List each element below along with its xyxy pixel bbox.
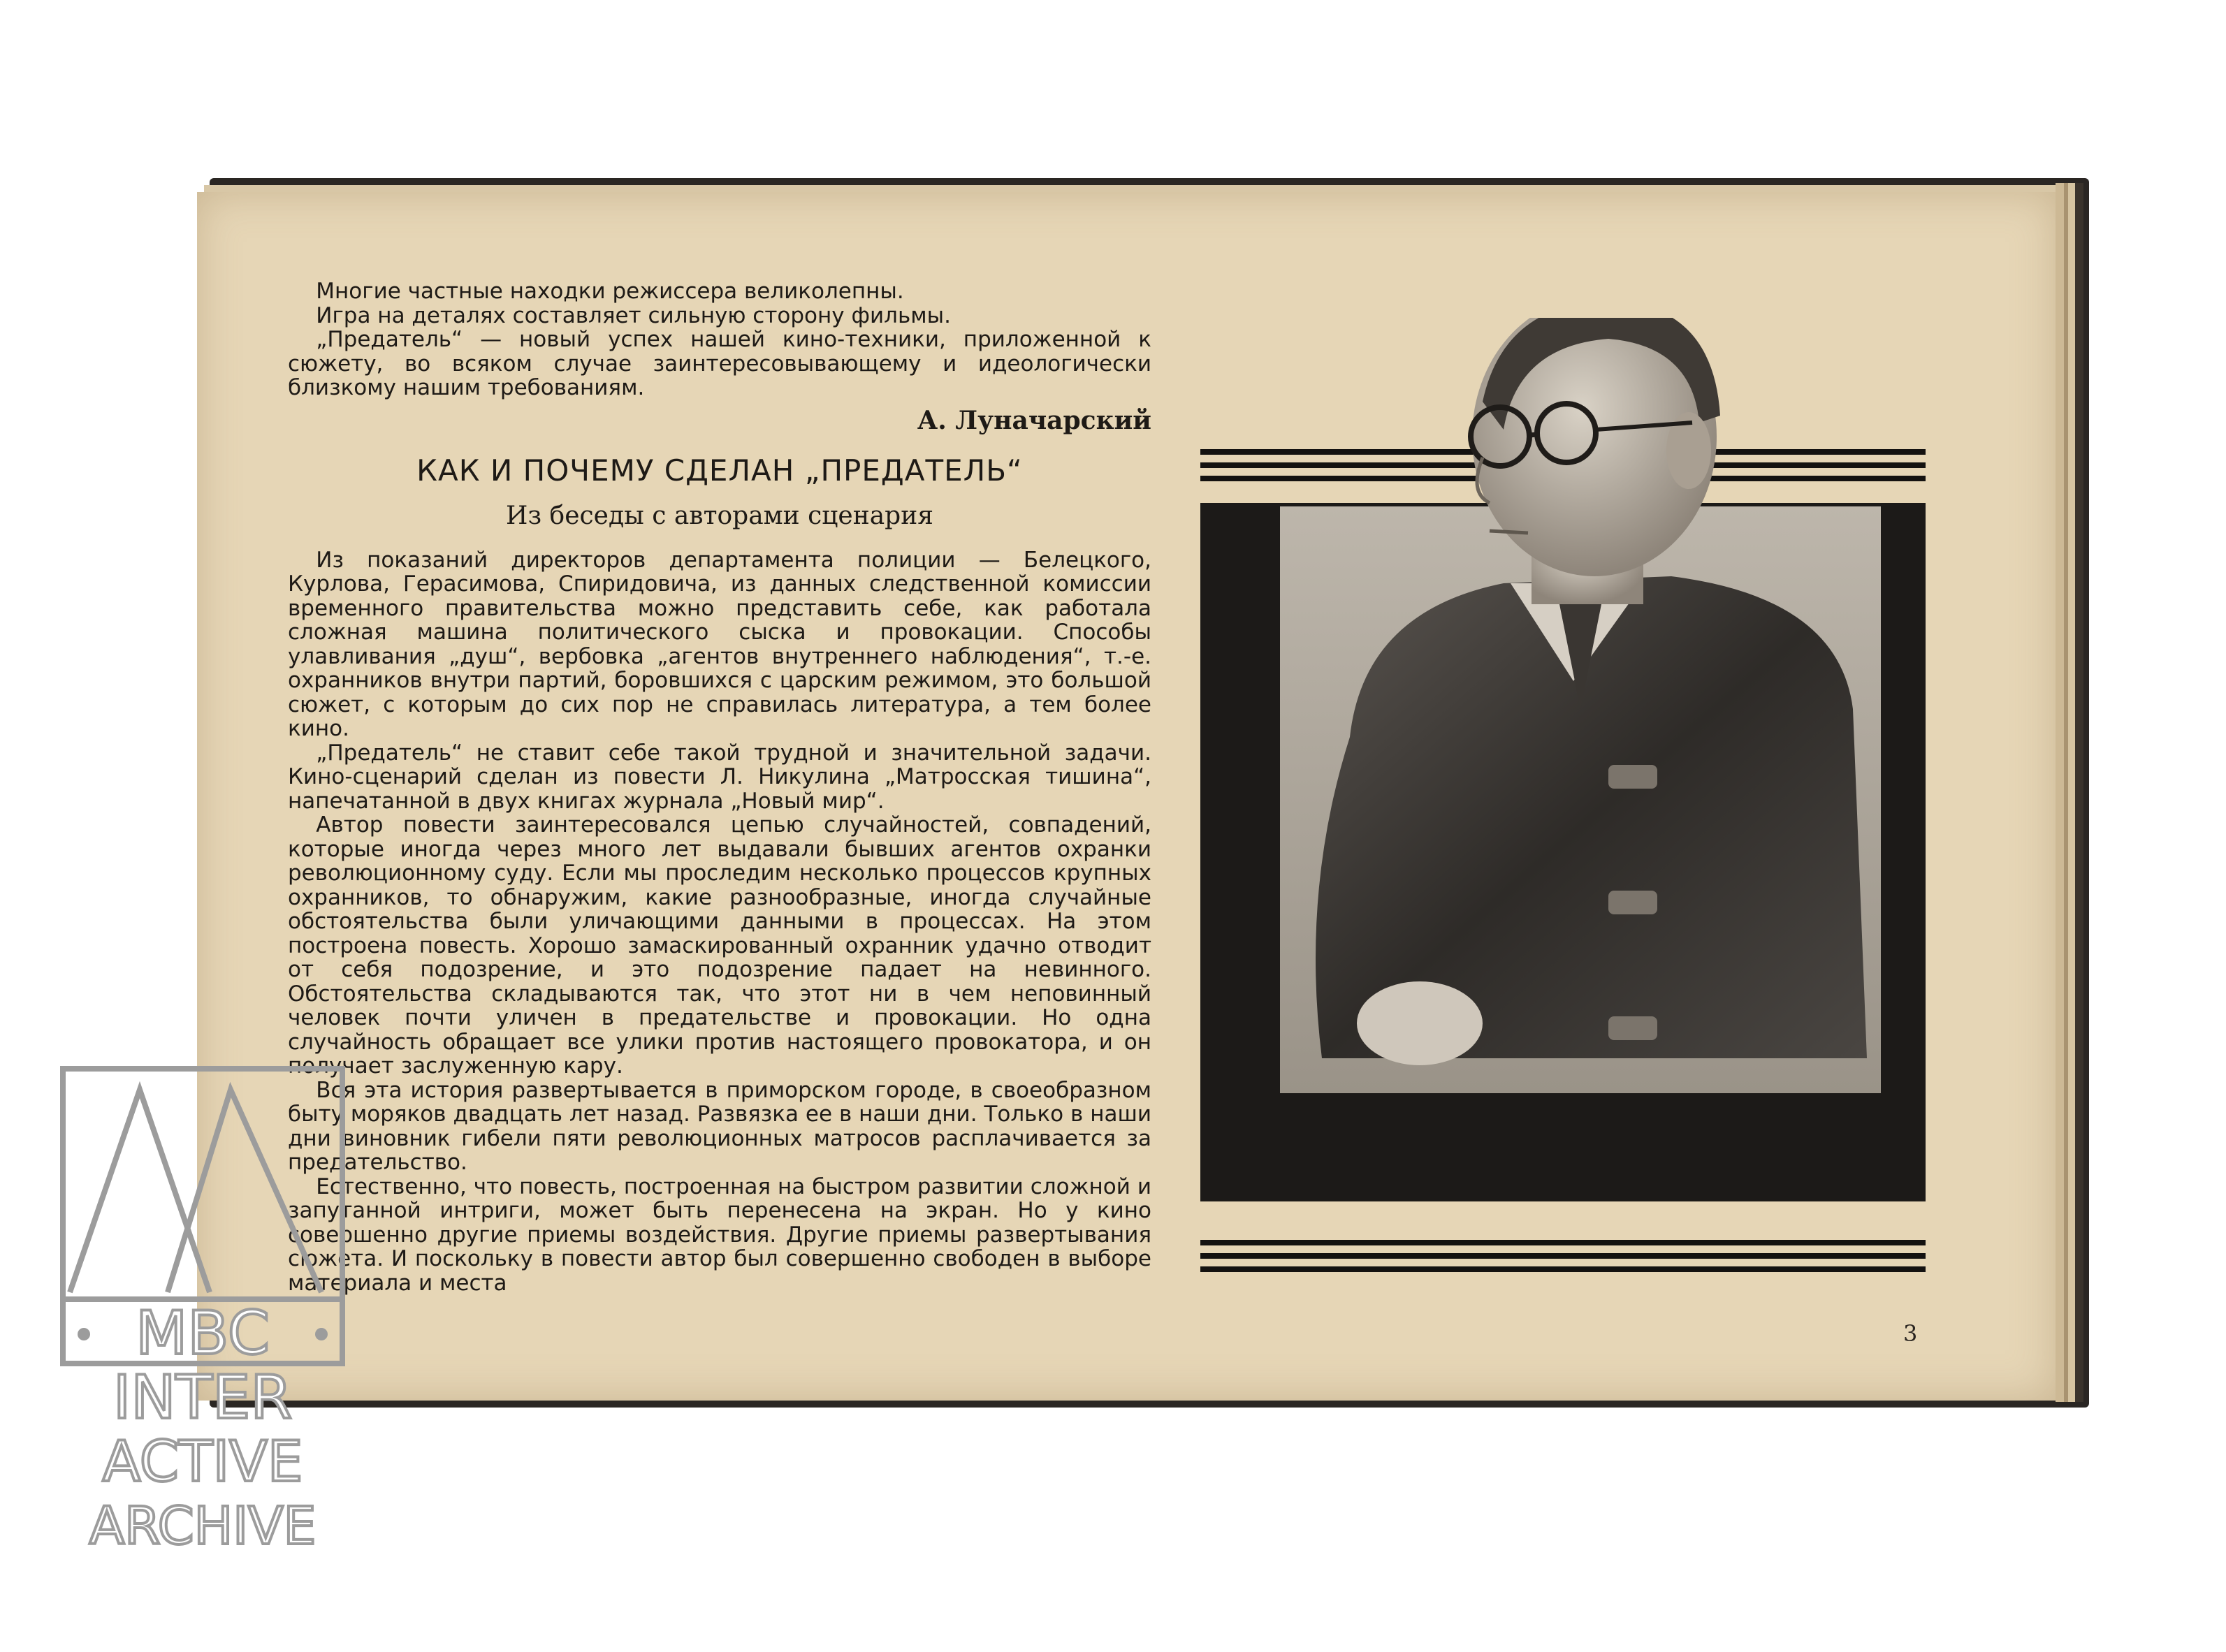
author-signature: А. Луначарский bbox=[917, 405, 1151, 435]
body-paragraph: Из показаний директоров департамента полиции — Белецкого, Курлова, Герасимова, Спиридовича, из данных следственной комиссии временного правительства можно представить себе, как работала сложная машина политического сыска и провокации. Способы улавливания „душ“, вербовка „агентов внутреннего наблюдения“, т.-е. охранников внутри партий, боровшихся с царским режимом, это большой сюжет, с которым до сих пор не справилась литература, а тем более кино. bbox=[288, 547, 1151, 741]
intro-line: Многие частные находки режиссера великолепны. bbox=[316, 279, 904, 304]
article-subheadline: Из беседы с авторами сценария bbox=[506, 501, 933, 530]
intro-line: Игра на деталях составляет сильную сторону фильмы. bbox=[316, 302, 951, 328]
page-stack-edges bbox=[2056, 183, 2083, 1402]
portrait-photo bbox=[1280, 318, 1895, 1093]
watermark-line: ACTIVE bbox=[102, 1429, 303, 1494]
body-paragraph: Вся эта история развертывается в приморском городе, в своеобразном быту моряков двадцать лет назад. Развязка ее в наши дни. Только в наши дни виновник гибели пяти революционных матросов расплачивается за предательство. bbox=[288, 1077, 1151, 1175]
page-number: 3 bbox=[1903, 1320, 1918, 1347]
body-paragraph: Автор повести заинтересовался цепью случайностей, совпадений, которые иногда через много лет выдавали бывших агентов охранки революционному суду. Если мы проследим несколько процессов крупных охранников, то обнаружим, какие разнообразные, иногда случайные обстоятельства были уличающими данными в процессах. На этом построена повесть. Хорошо замаскированный охранник удачно отводит от себя подозрение, и это подозрение падает на невинного. Обстоятельства складываются так, что этот ни в чем неповинный человек почти уличен в предательстве и провокации. Но одна случайность обращает все улики против настоящего провокатора, и он получает заслуженную кару. bbox=[288, 812, 1151, 1079]
body-paragraph: Естественно, что повесть, построенная на быстром развитии сложной и запутанной интриги, может быть перенесена на экран. Но у кино совершенно другие приемы воздействия. Другие приемы развертывания сюжета. И поскольку в повести автор был совершенно свободен в выборе материала и места bbox=[288, 1174, 1151, 1296]
watermark-line: MBC bbox=[136, 1299, 270, 1368]
watermark-line: ARCHIVE bbox=[89, 1496, 317, 1556]
decorative-rules-bottom bbox=[1200, 1240, 1926, 1280]
body-paragraph: „Предатель“ не ставит себе такой трудной и значительной задачи. Кино-сценарий сделан из повести Л. Никулина „Матросская тишина“, напечатанной в двух книгах журнала „Новый мир“. bbox=[288, 740, 1151, 814]
article-headline: КАК И ПОЧЕМУ СДЕЛАН „ПРЕДАТЕЛЬ“ bbox=[416, 453, 1023, 488]
article-text-column bbox=[288, 279, 1151, 1295]
intro-line: „Предатель“ — новый успех нашей кино-техники, приложенной к сюжету, во всяком случае заинтересовывающему и идеологически близкому нашим требованиям. bbox=[288, 327, 1151, 400]
watermark-line: INTER bbox=[112, 1363, 293, 1433]
archive-watermark-logo bbox=[56, 1062, 349, 1600]
